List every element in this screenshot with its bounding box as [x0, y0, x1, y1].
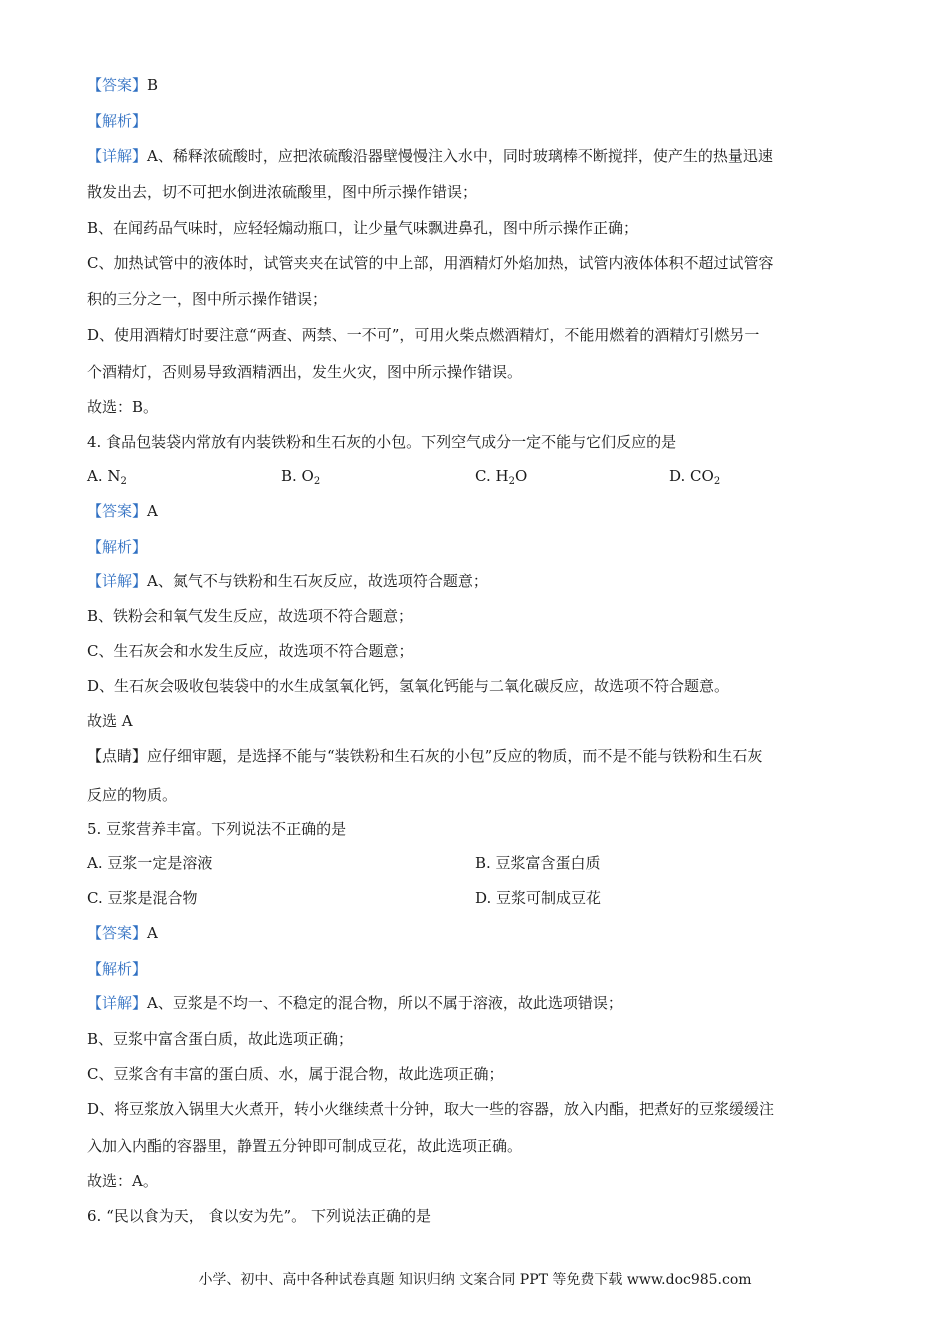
answer-value: A	[147, 502, 158, 520]
q4-comment-line: 反应的物质。	[87, 786, 178, 804]
q5-option-a: A. 豆浆一定是溶液	[87, 854, 213, 872]
q4-analysis-row	[87, 537, 147, 557]
answer-value: B	[147, 76, 159, 94]
q3-detail-line	[87, 146, 773, 166]
q5-detail-line: 入加入内酯的容器里，静置五分钟即可制成豆花，故此选项正确。	[87, 1137, 523, 1155]
q5-option-b: B. 豆浆富含蛋白质	[475, 854, 601, 872]
q3-detail-line: D、使用酒精灯时要注意“两查、两禁、一不可”，可用火柴点燃酒精灯，不能用燃着的酒精灯引燃另一	[87, 326, 760, 344]
comment-tag: 【点睛】	[87, 747, 148, 765]
q5-detail-line: D、将豆浆放入锅里大火煮开，转小火继续煮十分钟，取大一些的容器，放入内酯，把煮好的豆浆缓缓注	[87, 1100, 775, 1118]
answer-tag: 【答案】	[87, 924, 148, 942]
q4-comment-line	[87, 746, 762, 766]
q3-detail-line: C、加热试管中的液体时，试管夹夹在试管的中上部，用酒精灯外焰加热，试管内液体体积不超过试管容	[87, 254, 774, 272]
answer-tag: 【答案】	[87, 502, 148, 520]
q3-detail-line: B、在闻药品气味时，应轻轻煽动瓶口，让少量气味飘进鼻孔，图中所示操作正确；	[87, 219, 639, 237]
q4-option-d: D. $CO_2$	[669, 467, 721, 487]
q5-option-c: C. 豆浆是混合物	[87, 889, 198, 907]
q4-stem: 4. 食品包装袋内常放有内装铁粉和生石灰的小包。下列空气成分一定不能与它们反应的是	[87, 433, 677, 451]
analysis-tag: 【解析】	[87, 960, 148, 978]
comment-text: 应仔细审题，是选择不能与“装铁粉和生石灰的小包”反应的物质，而不是不能与铁粉和生石灰	[147, 747, 763, 765]
analysis-tag: 【解析】	[87, 538, 148, 556]
q5-detail-line: C、豆浆含有丰富的蛋白质、水，属于混合物，故此选项正确；	[87, 1065, 504, 1083]
q4-conclusion: 故选 A	[87, 712, 133, 730]
q3-conclusion: 故选：B。	[87, 398, 159, 416]
analysis-tag: 【解析】	[87, 112, 148, 130]
detail-text: A、豆浆是不均一、不稳定的混合物，所以不属于溶液，故此选项错误；	[147, 994, 623, 1012]
q5-analysis-row	[87, 959, 147, 979]
q4-detail-line: B、铁粉会和氧气发生反应，故选项不符合题意；	[87, 607, 414, 625]
detail-tag: 【详解】	[87, 572, 148, 590]
detail-text: A、稀释浓硫酸时，应把浓硫酸沿器壁慢慢注入水中，同时玻璃棒不断搅拌，使产生的热量迅速	[147, 147, 773, 165]
q5-stem: 5. 豆浆营养丰富。下列说法不正确的是	[87, 820, 347, 838]
q3-detail-line: 积的三分之一，图中所示操作错误；	[87, 290, 328, 308]
detail-tag: 【详解】	[87, 994, 148, 1012]
q5-conclusion: 故选：A。	[87, 1172, 158, 1190]
q4-option-a: A. $N_2$	[87, 467, 127, 487]
answer-value: A	[147, 924, 158, 942]
q4-option-c: C. $H_2O$	[475, 467, 528, 487]
q5-detail-line	[87, 993, 623, 1013]
q3-answer-row	[87, 75, 158, 95]
detail-text: A、氮气不与铁粉和生石灰反应，故选项符合题意；	[147, 572, 488, 590]
q5-detail-line: B、豆浆中富含蛋白质，故此选项正确；	[87, 1030, 354, 1048]
q5-answer-row	[87, 923, 158, 943]
q6-stem: 6. “民以食为天， 食以安为先”。 下列说法正确的是	[87, 1207, 431, 1225]
q3-analysis-row	[87, 111, 147, 131]
detail-tag: 【详解】	[87, 147, 148, 165]
q3-detail-line: 散发出去，切不可把水倒进浓硫酸里，图中所示操作错误；	[87, 183, 478, 201]
q4-detail-line: D、生石灰会吸收包装袋中的水生成氢氧化钙，氢氧化钙能与二氧化碳反应，故选项不符合题意。	[87, 677, 730, 695]
q5-option-d: D. 豆浆可制成豆花	[475, 889, 602, 907]
q4-detail-line	[87, 571, 488, 591]
q4-answer-row	[87, 501, 158, 521]
q4-option-b: B. $O_2$	[281, 467, 321, 487]
q4-detail-line: C、生石灰会和水发生反应，故选项不符合题意；	[87, 642, 414, 660]
page-footer: 小学、初中、高中各种试卷真题 知识归纳 文案合同 PPT 等免费下载 www.doc985.com	[198, 1272, 752, 1288]
answer-tag: 【答案】	[87, 76, 148, 94]
q3-detail-line: 个酒精灯，否则易导致酒精洒出，发生火灾，图中所示操作错误。	[87, 363, 523, 381]
